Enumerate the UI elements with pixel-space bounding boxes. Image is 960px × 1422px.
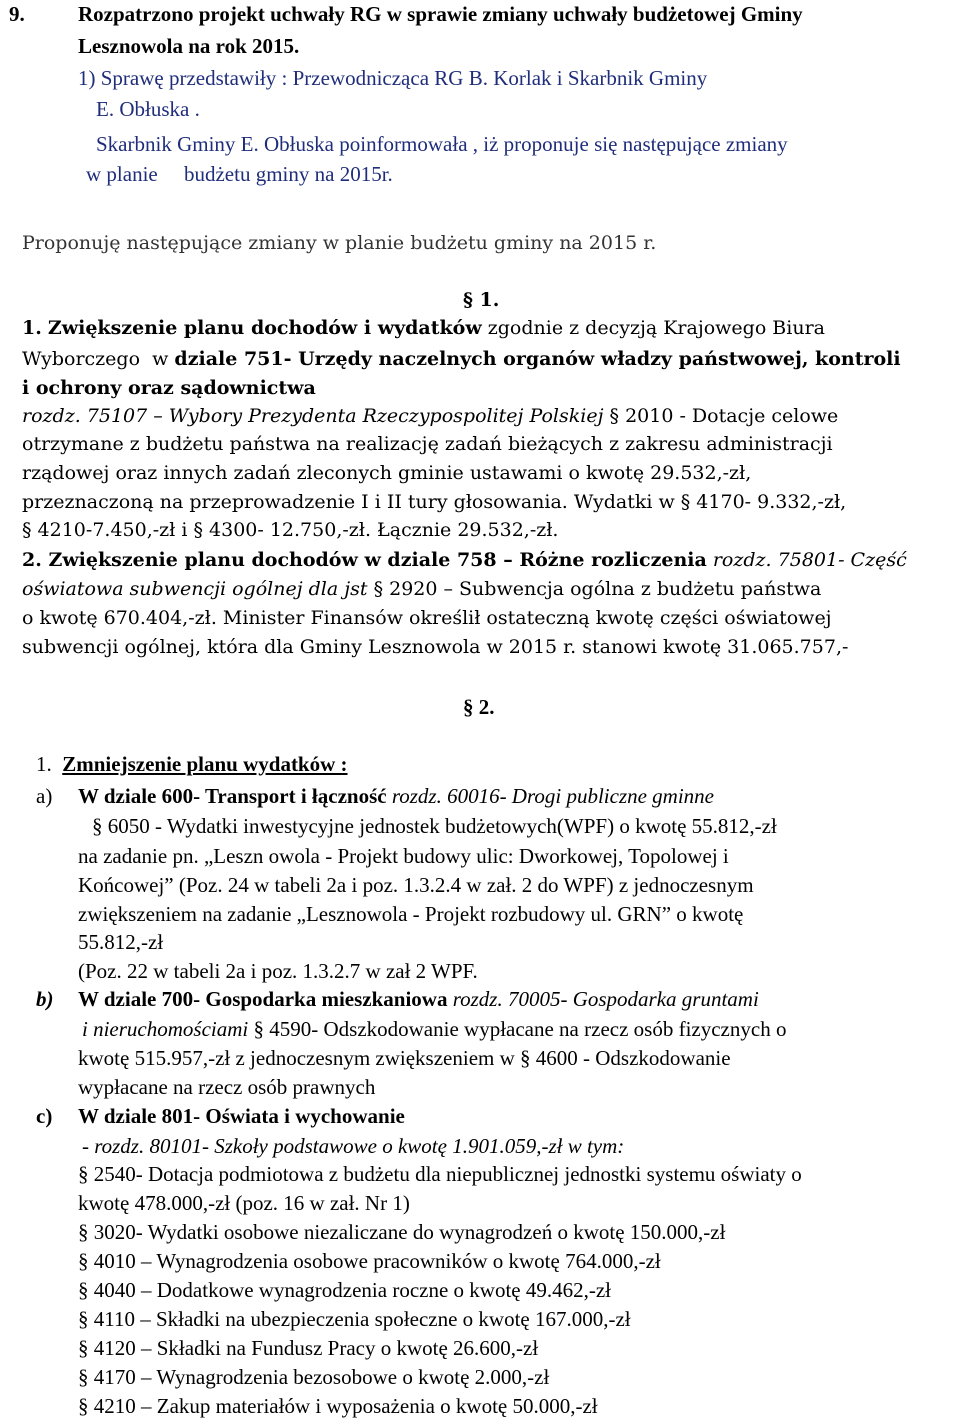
point1-line7: przeznaczoną na przeprowadzenie I i II tury głosowania. Wydatki w § 4170- 9.332,-zł, bbox=[22, 491, 847, 513]
c-item-4120: § 4120 – Składki na Fundusz Pracy o kwotę 26.600,-zł bbox=[78, 1336, 539, 1360]
item-a-line4: Końcowej” (Poz. 24 w tabeli 2a i poz. 1.3.2.4 w zał. 2 do WPF) z jednoczesnym bbox=[78, 873, 754, 897]
section1-mark: § 1. bbox=[463, 289, 500, 311]
point2-head-bold: 2. Zwiększenie planu dochodów w dziale 758 – Różne rozliczenia bbox=[22, 549, 707, 571]
info-line2: w planie budżetu gminy na 2015r. bbox=[86, 162, 393, 186]
c-item-2540: § 2540- Dotacja podmiotowa z budżetu dla niepublicznej jednostki systemu oświaty o bbox=[78, 1162, 802, 1186]
item-b-head bbox=[78, 985, 759, 1013]
point1-line4-italic: rozdz. 75107 – Wybory Prezydenta Rzeczypospolitej Polskiej bbox=[22, 405, 604, 427]
point1-line4 bbox=[22, 402, 838, 430]
item-number: 9. bbox=[9, 2, 25, 26]
proposal-intro: Proponuję następujące zmiany w planie budżetu gminy na 2015 r. bbox=[22, 232, 657, 254]
item-b-bold: W dziale 700- Gospodarka mieszkaniowa bbox=[78, 987, 448, 1011]
section2-heading-text: Zmniejszenie planu wydatków : bbox=[62, 752, 348, 776]
point2-line2-italic: oświatowa subwencji ogólnej dla jst bbox=[22, 578, 368, 600]
section2-heading bbox=[36, 750, 348, 778]
c-item-3020: § 3020- Wydatki osobowe niezaliczane do wynagrodzeń o kwotę 150.000,-zł bbox=[78, 1220, 726, 1244]
item-a-line7: (Poz. 22 w tabeli 2a i poz. 1.3.2.7 w zał 2 WPF. bbox=[78, 959, 478, 983]
item-c-label: c) bbox=[36, 1104, 53, 1128]
c-item-4040: § 4040 – Dodatkowe wynagrodzenia roczne o kwotę 49.462,-zł bbox=[78, 1278, 612, 1302]
item-a-line3: na zadanie pn. „Leszn owola - Projekt budowy ulic: Dworkowej, Topolowej i bbox=[78, 844, 729, 868]
presenters-line1: 1) Sprawę przedstawiły : Przewodnicząca RG B. Korlak i Skarbnik Gminy bbox=[78, 66, 708, 90]
item-a-line5: zwiększeniem na zadanie „Lesznowola - Projekt rozbudowy ul. GRN” o kwotę bbox=[78, 902, 744, 926]
item-b-italic: rozdz. 70005- Gospodarka gruntami bbox=[447, 987, 759, 1011]
c-item-4110: § 4110 – Składki na ubezpieczenia społeczne o kwotę 167.000,-zł bbox=[78, 1307, 631, 1331]
info-line1: Skarbnik Gminy E. Obłuska poinformowała , iż proponuje się następujące zmiany bbox=[96, 132, 788, 156]
item-a-head bbox=[78, 782, 714, 810]
item-a-line6: 55.812,-zł bbox=[78, 930, 164, 954]
item-title-line1: Rozpatrzono projekt uchwały RG w sprawie zmiany uchwały budżetowej Gminy bbox=[78, 2, 803, 26]
item-b-line2 bbox=[82, 1015, 786, 1043]
section2-heading-number: 1. bbox=[36, 752, 52, 776]
item-a-line2: § 6050 - Wydatki inwestycyjne jednostek budżetowych(WPF) o kwotę 55.812,-zł bbox=[92, 814, 777, 838]
c-item-4170: § 4170 – Wynagrodzenia bezosobowe o kwotę 2.000,-zł bbox=[78, 1365, 550, 1389]
point1-line2 bbox=[22, 345, 901, 373]
point1-line2-prefix: Wyborczego w bbox=[22, 348, 175, 370]
item-c-line2: - rozdz. 80101- Szkoły podstawowe o kwotę 1.901.059,-zł w tym: bbox=[82, 1134, 625, 1158]
item-b-line2-italic: i nieruchomościami bbox=[82, 1017, 249, 1041]
c-item-4010: § 4010 – Wynagrodzenia osobowe pracowników o kwotę 764.000,-zł bbox=[78, 1249, 661, 1273]
point1-head bbox=[22, 314, 825, 342]
point1-line4-rest: § 2010 - Dotacje celowe bbox=[603, 405, 839, 427]
point1-number: 1. bbox=[22, 317, 42, 339]
section2-mark: § 2. bbox=[463, 695, 495, 719]
point2-line2-rest: § 2920 – Subwencja ogólna z budżetu państwa bbox=[367, 578, 822, 600]
item-c-bold: W dziale 801- Oświata i wychowanie bbox=[78, 1104, 405, 1128]
point1-line3: i ochrony oraz sądownictwa bbox=[22, 377, 316, 399]
item-b-line2-rest: § 4590- Odszkodowanie wypłacane na rzecz osób fizycznych o bbox=[248, 1017, 787, 1041]
point1-head-rest: zgodnie z decyzją Krajowego Biura bbox=[481, 317, 825, 339]
item-b-label: b) bbox=[36, 987, 54, 1011]
point2-head bbox=[22, 546, 907, 574]
item-b-line3: kwotę 515.957,-zł z jednoczesnym zwiększeniem w § 4600 - Odszkodowanie bbox=[78, 1046, 731, 1070]
point2-line2 bbox=[22, 575, 821, 603]
item-a-italic: rozdz. 60016- Drogi publiczne gminne bbox=[386, 784, 715, 808]
point1-line6: rządowej oraz innych zadań zleconych gminie ustawami o kwotę 29.532,-zł, bbox=[22, 462, 752, 484]
point2-head-italic: rozdz. 75801- Część bbox=[706, 549, 907, 571]
point1-line2-bold: dziale 751- Urzędy naczelnych organów władzy państwowej, kontroli bbox=[174, 348, 901, 370]
item-a-label: a) bbox=[36, 784, 53, 808]
c-item-4210: § 4210 – Zakup materiałów i wyposażenia o kwotę 50.000,-zł bbox=[78, 1394, 598, 1418]
item-a-bold: W dziale 600- Transport i łączność bbox=[78, 784, 387, 808]
item-title-line2: Lesznowola na rok 2015. bbox=[78, 34, 300, 58]
point1-line8: § 4210-7.450,-zł i § 4300- 12.750,-zł. Łącznie 29.532,-zł. bbox=[22, 519, 559, 541]
item-b-line4: wypłacane na rzecz osób prawnych bbox=[78, 1075, 376, 1099]
c-item-2540-cont: kwotę 478.000,-zł (poz. 16 w zał. Nr 1) bbox=[78, 1191, 410, 1215]
point2-line3: o kwotę 670.404,-zł. Minister Finansów określił ostateczną kwotę części oświatowej bbox=[22, 607, 832, 629]
presenters-line2: E. Obłuska . bbox=[96, 97, 200, 121]
point1-line5: otrzymane z budżetu państwa na realizację zadań bieżących z zakresu administracji bbox=[22, 433, 833, 455]
point2-line4: subwencji ogólnej, która dla Gminy Lesznowola w 2015 r. stanowi kwotę 31.065.757,- bbox=[22, 636, 849, 658]
point1-head-bold: Zwiększenie planu dochodów i wydatków bbox=[47, 317, 482, 339]
